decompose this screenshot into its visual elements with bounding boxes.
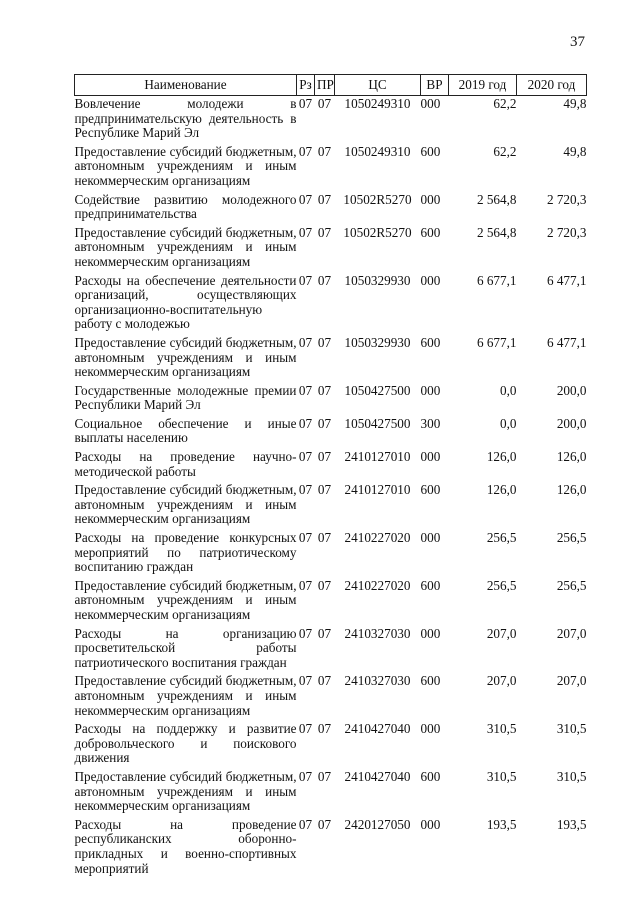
cell-y2019: 126,0	[486, 482, 517, 498]
table-row	[75, 817, 587, 879]
table-row	[75, 383, 587, 416]
table-row	[75, 449, 587, 482]
cell-rz: 07	[298, 143, 313, 159]
table-row	[75, 482, 587, 530]
cell-y2019: 6 677,1	[476, 272, 517, 288]
cell-y2020: 2 720,3	[546, 224, 587, 240]
header-2019: 2019 год	[449, 75, 517, 96]
cell-vr: 000	[420, 96, 441, 111]
cell-pr: 07	[317, 449, 332, 465]
cell-y2019: 310,5	[486, 768, 517, 784]
cell-pr: 07	[317, 96, 332, 111]
cell-pr: 07	[317, 191, 332, 207]
cell-y2019: 0,0	[500, 382, 517, 398]
table-row	[75, 225, 587, 273]
cell-y2019: 62,2	[493, 143, 517, 159]
cell-cs: 2410427040	[344, 721, 411, 737]
cell-pr: 07	[317, 530, 332, 546]
cell-rz: 07	[298, 449, 313, 465]
cell-pr: 07	[317, 768, 332, 784]
cell-y2019: 207,0	[486, 625, 517, 641]
cell-rz: 07	[298, 272, 313, 288]
cell-y2019: 2 564,8	[476, 224, 517, 240]
cell-vr: 600	[420, 577, 441, 593]
cell-y2019: 256,5	[486, 577, 517, 593]
cell-y2020: 310,5	[556, 721, 587, 737]
cell-cs: 1050249310	[344, 143, 411, 159]
cell-y2019: 207,0	[486, 673, 517, 689]
cell-y2019: 2 564,8	[476, 191, 517, 207]
cell-y2020: 126,0	[556, 482, 587, 498]
cell-pr: 07	[317, 625, 332, 641]
cell-pr: 07	[317, 577, 332, 593]
cell-y2019: 0,0	[500, 415, 517, 431]
header-name: Наименование	[75, 75, 297, 96]
cell-pr: 07	[317, 272, 332, 288]
cell-name: Расходы на организацию просветительской работы патриотического воспитания граждан	[74, 625, 297, 670]
cell-name: Государственные молодежные премии Республики Марий Эл	[74, 382, 297, 413]
cell-pr: 07	[317, 721, 332, 737]
cell-y2020: 2 720,3	[546, 191, 587, 207]
cell-name: Социальное обеспечение и иные выплаты населению	[74, 415, 297, 446]
cell-cs: 2410227020	[344, 577, 411, 593]
cell-vr: 600	[420, 673, 441, 689]
cell-rz: 07	[298, 191, 313, 207]
table-row	[75, 626, 587, 674]
table-row	[75, 416, 587, 449]
cell-rz: 07	[298, 816, 313, 832]
cell-y2020: 193,5	[556, 816, 587, 832]
cell-pr: 07	[317, 673, 332, 689]
header-rz: Рз	[297, 75, 315, 96]
cell-cs: 2410127010	[344, 482, 411, 498]
header-vr: ВР	[421, 75, 449, 96]
cell-vr: 000	[420, 272, 441, 288]
cell-y2020: 49,8	[563, 96, 587, 111]
header-pr: ПР	[315, 75, 335, 96]
header-cs: ЦС	[335, 75, 421, 96]
cell-vr: 600	[420, 143, 441, 159]
cell-name: Расходы на проведение научно-методической работы	[74, 449, 297, 479]
cell-name: Предоставление субсидий бюджетным, автономным учреждениям и иным некоммерческим организациям	[74, 768, 297, 814]
cell-y2020: 126,0	[556, 449, 587, 465]
cell-vr: 300	[420, 415, 441, 431]
table-body	[75, 96, 587, 880]
cell-pr: 07	[317, 816, 332, 832]
table-row	[75, 530, 587, 578]
cell-pr: 07	[317, 143, 332, 159]
cell-rz: 07	[298, 224, 313, 240]
cell-y2020: 207,0	[556, 625, 587, 641]
cell-rz: 07	[298, 673, 313, 689]
cell-vr: 000	[420, 449, 441, 465]
cell-cs: 2410227020	[344, 530, 411, 546]
cell-vr: 000	[420, 816, 441, 832]
cell-y2019: 193,5	[486, 816, 517, 832]
cell-pr: 07	[317, 382, 332, 398]
cell-name: Содействие развитию молодежного предпринимательства	[74, 191, 297, 222]
cell-rz: 07	[298, 768, 313, 784]
cell-rz: 07	[298, 482, 313, 498]
cell-name: Расходы на обеспечение деятельности организаций, осуществляющих организационно-воспитательную работу с молодежью	[74, 272, 297, 332]
cell-cs: 2410427040	[344, 768, 411, 784]
table-row	[75, 721, 587, 769]
table-row	[75, 769, 587, 817]
cell-rz: 07	[298, 577, 313, 593]
cell-cs: 1050329930	[344, 334, 411, 350]
table-row	[75, 96, 587, 144]
table-row	[75, 192, 587, 225]
cell-rz: 07	[298, 530, 313, 546]
cell-pr: 07	[317, 224, 332, 240]
cell-rz: 07	[298, 334, 313, 350]
cell-cs: 2410327030	[344, 673, 411, 689]
cell-y2019: 6 677,1	[476, 334, 517, 350]
cell-cs: 1050329930	[344, 272, 411, 288]
cell-name: Предоставление субсидий бюджетным, автономным учреждениям и иным некоммерческим организациям	[74, 334, 297, 380]
cell-y2020: 207,0	[556, 673, 587, 689]
cell-y2020: 200,0	[556, 382, 587, 398]
cell-pr: 07	[317, 334, 332, 350]
table-header-row	[75, 75, 587, 96]
cell-name: Предоставление субсидий бюджетным, автономным учреждениям и иным некоммерческим организациям	[74, 224, 297, 269]
cell-name: Предоставление субсидий бюджетным, автономным учреждениям и иным некоммерческим организациям	[74, 577, 297, 622]
cell-vr: 000	[420, 721, 441, 737]
cell-y2020: 256,5	[556, 577, 587, 593]
cell-vr: 000	[420, 530, 441, 546]
cell-cs: 1050427500	[344, 415, 411, 431]
cell-cs: 1050427500	[344, 382, 411, 398]
cell-cs: 10502R5270	[343, 224, 412, 240]
table-row	[75, 144, 587, 192]
cell-name: Предоставление субсидий бюджетным, автономным учреждениям и иным некоммерческим организациям	[74, 143, 297, 188]
table-row	[75, 673, 587, 721]
cell-name: Предоставление субсидий бюджетным, автономным учреждениям и иным некоммерческим организациям	[74, 673, 297, 718]
cell-cs: 2420127050	[344, 816, 411, 832]
cell-name: Предоставление субсидий бюджетным, автономным учреждениям и иным некоммерческим организациям	[74, 482, 297, 527]
cell-pr: 07	[317, 482, 332, 498]
cell-y2019: 256,5	[486, 530, 517, 546]
cell-name: Расходы на поддержку и развитие добровольческого и поискового движения	[74, 721, 297, 766]
cell-y2019: 310,5	[486, 721, 517, 737]
cell-y2020: 49,8	[563, 143, 587, 159]
cell-cs: 2410127010	[344, 449, 411, 465]
cell-name: Вовлечение молодежи в предпринимательскую деятельность в Республике Марий Эл	[74, 96, 297, 141]
cell-vr: 000	[420, 191, 441, 207]
budget-table	[74, 74, 587, 879]
cell-y2020: 256,5	[556, 530, 587, 546]
header-2020: 2020 год	[517, 75, 587, 96]
cell-rz: 07	[298, 415, 313, 431]
page-number: 37	[570, 34, 585, 50]
cell-cs: 10502R5270	[343, 191, 412, 207]
cell-vr: 000	[420, 382, 441, 398]
cell-name: Расходы на проведение республиканских оборонно-прикладных и военно-спортивных мероприятий	[74, 816, 297, 876]
cell-vr: 000	[420, 625, 441, 641]
cell-rz: 07	[298, 382, 313, 398]
cell-name: Расходы на проведение конкурсных мероприятий по патриотическому воспитанию граждан	[74, 530, 297, 575]
cell-cs: 1050249310	[344, 96, 411, 111]
cell-pr: 07	[317, 415, 332, 431]
cell-cs: 2410327030	[344, 625, 411, 641]
cell-y2020: 200,0	[556, 415, 587, 431]
table-row	[75, 273, 587, 335]
table-row	[75, 578, 587, 626]
cell-rz: 07	[298, 96, 313, 111]
table-row	[75, 335, 587, 383]
cell-y2020: 6 477,1	[546, 334, 587, 350]
cell-y2019: 62,2	[493, 96, 517, 111]
cell-y2019: 126,0	[486, 449, 517, 465]
cell-vr: 600	[420, 482, 441, 498]
cell-rz: 07	[298, 625, 313, 641]
cell-rz: 07	[298, 721, 313, 737]
cell-vr: 600	[420, 768, 441, 784]
cell-vr: 600	[420, 334, 441, 350]
cell-y2020: 310,5	[556, 768, 587, 784]
cell-vr: 600	[420, 224, 441, 240]
cell-y2020: 6 477,1	[546, 272, 587, 288]
